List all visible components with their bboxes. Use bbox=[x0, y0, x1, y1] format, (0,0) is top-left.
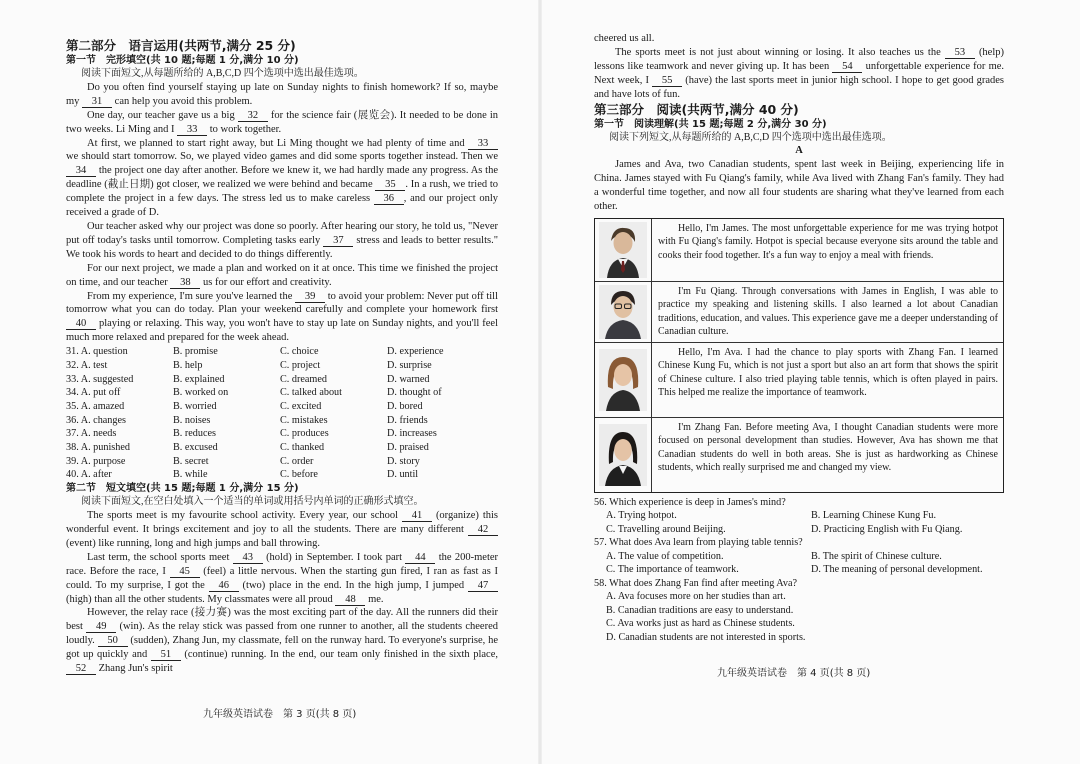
option-35c: C. excited bbox=[280, 400, 322, 412]
blank-48: 48 bbox=[335, 594, 365, 606]
cloze-options bbox=[66, 345, 498, 482]
blank-35: 35 bbox=[375, 179, 405, 191]
blank-36: 36 bbox=[374, 193, 404, 205]
part3-title: 第三部分 阅读(共两节,满分 40 分) bbox=[594, 101, 799, 117]
option-57d: D. The meaning of personal development. bbox=[811, 564, 983, 576]
option-33d: D. warned bbox=[387, 373, 430, 385]
option-36a: 36. A. changes bbox=[66, 414, 126, 426]
table-row bbox=[595, 418, 1003, 492]
option-33c: C. dreamed bbox=[280, 373, 327, 385]
blank-54: 54 bbox=[832, 61, 862, 73]
option-37d: D. increases bbox=[387, 428, 437, 440]
option-57b: B. The spirit of Chinese culture. bbox=[811, 550, 942, 562]
option-34c: C. talked about bbox=[280, 387, 342, 399]
option-34a: 34. A. put off bbox=[66, 387, 121, 399]
entry-ava: Hello, I'm Ava. I had the chance to play sports with Zhang Fan. I learned Chinese Kung Fu, which is not just a sport but also an art form that shows the spirit of Chinese culture. I also tried playing table tennis, which is often played in pairs. This helped me realize the importance of teamwork. bbox=[658, 346, 998, 398]
entry-james: Hello, I'm James. The most unforgettable experience for me was trying hotpot with Fu Qiang's family. Hotpot is special because everyone sits around the table and cooks their food together. It's a fun way to enjoy a meal with friends. bbox=[658, 222, 998, 261]
question-stem: 57. What does Ava learn from playing table tennis? bbox=[594, 537, 803, 549]
option-32b: B. help bbox=[173, 359, 203, 371]
option-38d: D. praised bbox=[387, 442, 429, 454]
avatar-zhang-fan bbox=[595, 418, 652, 492]
passage-label: A bbox=[795, 145, 803, 157]
blank-33: 33 bbox=[177, 124, 207, 136]
option-38c: C. thanked bbox=[280, 442, 325, 454]
blank-44: 44 bbox=[405, 552, 435, 564]
student-table bbox=[594, 218, 1004, 493]
reading-instructions: 阅读下列短文,从每题所给的 A,B,C,D 四个选项中选出最佳选项。 bbox=[609, 131, 892, 143]
continued-text: cheered us all. bbox=[594, 33, 655, 44]
table-row bbox=[595, 219, 1003, 282]
avatar-fu-qiang bbox=[595, 282, 652, 342]
question-stem: 56. Which experience is deep in James's mind? bbox=[594, 496, 786, 508]
blank-51: 51 bbox=[151, 649, 181, 661]
part2-title: 第二部分 语言运用(共两节,满分 25 分) bbox=[66, 38, 296, 53]
option-31b: B. promise bbox=[173, 346, 218, 358]
option-40d: D. until bbox=[387, 469, 419, 481]
blank-49: 49 bbox=[86, 621, 116, 633]
option-58a: A. Ava focuses more on her studies than art. bbox=[606, 591, 786, 603]
blank-46: 46 bbox=[209, 580, 239, 592]
option-56a: A. Trying hotpot. bbox=[606, 510, 677, 522]
cloze-paragraph: Our teacher asked why our project was done so poorly. After hearing our story, he told us, "Never put off today's tasks until tomorrow. Completing tasks early 37 stress and leads to better results." We took his words to heart and decided to do things differently. bbox=[66, 220, 499, 260]
page-3-content bbox=[66, 38, 498, 676]
option-39a: 39. A. purpose bbox=[66, 455, 126, 467]
option-36d: D. friends bbox=[387, 414, 428, 426]
blank-40: 40 bbox=[66, 318, 96, 330]
passage-intro: James and Ava, two Canadian students, spent last week in Beijing, experiencing life in China. James stayed with Fu Qiang's family, while Ava lived with Zhang Fan's family. They had a wonderful time together, and now all four students are sharing what they've learned from each other. bbox=[594, 159, 1004, 213]
option-57a: A. The value of competition. bbox=[606, 550, 724, 562]
option-39c: C. order bbox=[280, 455, 314, 467]
entry-zhang-fan: I'm Zhang Fan. Before meeting Ava, I thought Canadian students were more focused on personal development than studies. However, Ava has shown me that Canadian students do well in both areas. She is just as hardworking as Chinese students, which really surprised me and changed my view. bbox=[658, 421, 998, 473]
option-32d: D. surprise bbox=[387, 359, 432, 371]
option-40b: B. while bbox=[173, 469, 208, 481]
cloze-paragraph: One day, our teacher gave us a big 32 for the science fair (展览会). It needed to be done in two weeks. Li Ming and I 33 to work together. bbox=[66, 109, 499, 135]
option-38b: B. excused bbox=[173, 442, 218, 454]
cloze-paragraph: From my experience, I'm sure you've learned the 39 to avoid your problem: Never put off till tomorrow what you can do today. Plan your weekend carefully and complete your homework first 40 playing or relaxing. This way, you won't have to stay up late on Sunday nights, and you'll feel much more relaxed and prepared for the week ahead. bbox=[66, 290, 498, 344]
question-stem: 58. What does Zhang Fan find after meeting Ava? bbox=[594, 577, 798, 589]
option-37a: 37. A. needs bbox=[66, 428, 117, 440]
option-40a: 40. A. after bbox=[66, 469, 112, 481]
blank-34: 34 bbox=[66, 165, 96, 177]
cloze-instructions: 阅读下面短文,从每题所给的 A,B,C,D 四个选项中选出最佳选项。 bbox=[81, 68, 364, 79]
question-options bbox=[594, 550, 1004, 577]
blank-38: 38 bbox=[170, 277, 200, 289]
fill-instructions: 阅读下面短文,在空白处填入一个适当的单词或用括号内单词的正确形式填空。 bbox=[81, 496, 424, 508]
option-37b: B. reduces bbox=[173, 428, 216, 440]
fill-paragraph: However, the relay race (接力赛) was the most exciting part of the day. All the runners did their best 49 (win). As the relay stick was passed from one runner to another, all the students cheered loudly. 50 (sudden), Zhang Jun, my classmate, fell on the runway hard. To everyone's surprise, he got up quickly and 51 (continue) running. In the end, our team only finished in the sixth place, 52 Zhang Jun's spirit bbox=[66, 607, 499, 675]
question-56 bbox=[594, 496, 1004, 537]
question-57 bbox=[594, 536, 1004, 577]
option-35b: B. worried bbox=[173, 400, 217, 412]
blank-45: 45 bbox=[170, 566, 200, 578]
option-35a: 35. A. amazed bbox=[66, 400, 125, 412]
blank-55: 55 bbox=[652, 75, 682, 87]
entry-fu-qiang: I'm Fu Qiang. Through conversations with James in English, I was able to practice my speaking and listening skills. I also learned a lot about Canadian traditions, education, and values. This experience gave me a deeper understanding of Canadian culture. bbox=[658, 285, 998, 337]
page-3-footer: 九年级英语试卷 第 3 页(共 8 页) bbox=[203, 709, 357, 720]
page-4-footer: 九年级英语试卷 第 4 页(共 8 页) bbox=[717, 668, 871, 679]
blank-33b: 33 bbox=[468, 138, 498, 150]
option-56d: D. Practicing English with Fu Qiang. bbox=[811, 523, 963, 535]
blank-32: 32 bbox=[238, 110, 268, 122]
option-58c: C. Ava works just as hard as Chinese students. bbox=[606, 618, 795, 630]
cloze-paragraph: At first, we planned to start right away, but Li Ming thought we had plenty of time and 33 we should start tomorrow. So, we played video games and did some sports together instead. Then we 34 the project one day after another. Before we knew it, we had hardly made any progress. As the deadline (截止日期) got closer, we realized we were behind and became 35 . In a rush, we tried to complete the project in a few days. The stress led us to make careless 36 , and our project only received a grade of D. bbox=[66, 137, 499, 219]
option-56c: C. Travelling around Beijing. bbox=[606, 523, 726, 535]
blank-37: 37 bbox=[323, 235, 353, 247]
option-39d: D. story bbox=[387, 455, 420, 467]
blank-53: 53 bbox=[945, 47, 975, 59]
blank-47: 47 bbox=[468, 580, 498, 592]
cloze-paragraph: For our next project, we made a plan and worked on it at once. This time we finished the project on time, and our teacher 38 us for our effort and creativity. bbox=[66, 262, 498, 288]
blank-42: 42 bbox=[468, 524, 498, 536]
blank-43: 43 bbox=[233, 552, 263, 564]
option-34d: D. thought of bbox=[387, 387, 442, 399]
table-row bbox=[595, 343, 1003, 418]
option-33a: 33. A. suggested bbox=[66, 373, 134, 385]
question-options bbox=[594, 509, 1004, 536]
option-36b: B. noises bbox=[173, 414, 211, 426]
option-56b: B. Learning Chinese Kung Fu. bbox=[811, 510, 937, 522]
option-31a: 31. A. question bbox=[66, 346, 128, 358]
avatar-ava bbox=[595, 343, 652, 417]
cloze-paragraph: Do you often find yourself staying up late on Sunday nights to finish homework? If so, maybe my 31 can help you avoid this problem. bbox=[66, 81, 498, 107]
blank-50: 50 bbox=[98, 635, 128, 647]
option-32a: 32. A. test bbox=[66, 359, 108, 371]
cloze-section-title: 第一节 完形填空(共 10 题;每题 1 分,满分 10 分) bbox=[66, 55, 299, 66]
table-row bbox=[595, 282, 1003, 343]
reading-section-title: 第一节 阅读理解(共 15 题;每题 2 分,满分 30 分) bbox=[594, 118, 827, 130]
option-58d: D. Canadian students are not interested in sports. bbox=[606, 631, 806, 643]
blank-31: 31 bbox=[82, 96, 112, 108]
continued-paragraph: The sports meet is not just about winning or losing. It also teaches us the 53 (help) lessons like teamwork and never giving up. It has been 54 unforgettable experience for me. Next week, I 55 (have) the last sports meet in junior high school. I hope to get good grades and have lots of fun. bbox=[594, 46, 1005, 100]
option-35d: D. bored bbox=[387, 400, 423, 412]
option-34b: B. worked on bbox=[173, 387, 229, 399]
option-32c: C. project bbox=[280, 359, 321, 371]
option-38a: 38. A. punished bbox=[66, 442, 130, 454]
fill-paragraph: The sports meet is my favourite school activity. Every year, our school 41 (organize) this wonderful event. It brings excitement and joy to all the students. There are many different 42 (event) like running, long and high jumps and ball throwing. bbox=[66, 510, 498, 549]
option-57c: C. The importance of teamwork. bbox=[606, 564, 739, 576]
option-58b: B. Canadian traditions are easy to understand. bbox=[606, 604, 794, 616]
avatar-james bbox=[595, 219, 652, 281]
blank-41: 41 bbox=[402, 510, 432, 522]
fill-section-title: 第二节 短文填空(共 15 题;每题 1 分,满分 15 分) bbox=[66, 483, 299, 495]
option-40c: C. before bbox=[280, 469, 318, 481]
blank-39: 39 bbox=[295, 291, 325, 303]
option-37c: C. produces bbox=[280, 428, 329, 440]
page-4-content bbox=[594, 32, 1004, 644]
question-58 bbox=[594, 577, 1004, 645]
option-31c: C. choice bbox=[280, 346, 319, 358]
option-39b: B. secret bbox=[173, 455, 209, 467]
blank-52: 52 bbox=[66, 663, 96, 675]
option-33b: B. explained bbox=[173, 373, 225, 385]
option-31d: D. experience bbox=[387, 346, 444, 358]
option-36c: C. mistakes bbox=[280, 414, 328, 426]
fill-paragraph: Last term, the school sports meet 43 (hold) in September. I took part 44 the 200-meter race. Before the race, I 45 (feel) a little nervous. When the starting gun fired, I ran as fast as I could. To my surprise, I got the 46 (two) place in the end. In the high jump, I jumped 47 (high) than all the other students. My classmates were all proud 48 me. bbox=[66, 551, 499, 605]
